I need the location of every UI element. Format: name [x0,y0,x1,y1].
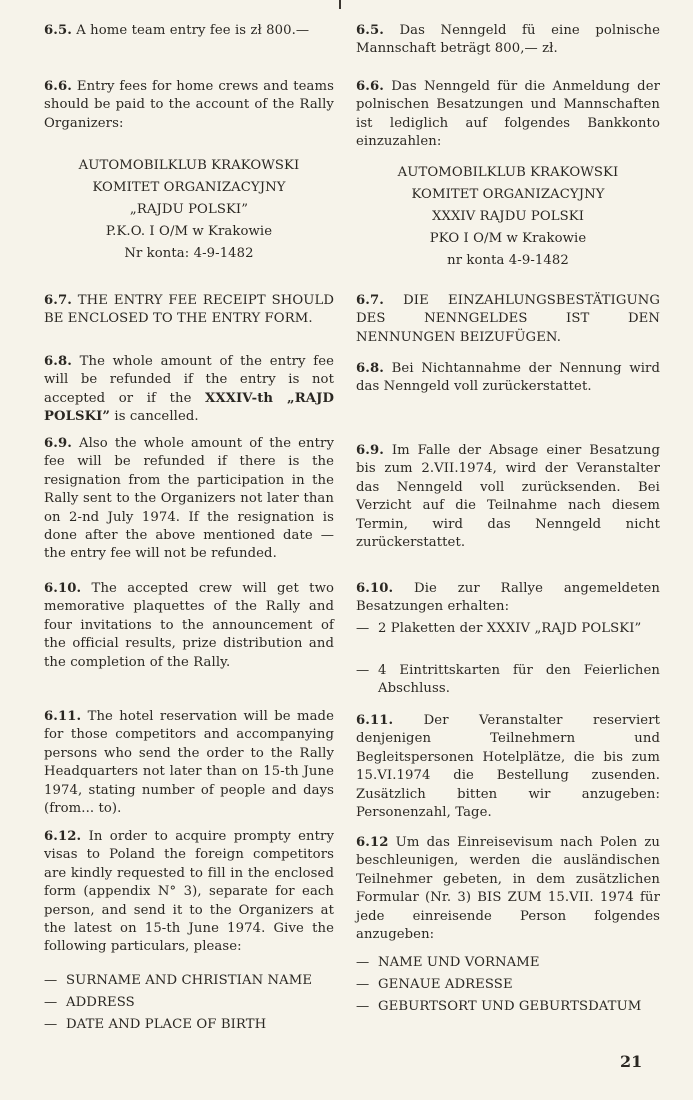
dash-bullet: — [356,955,370,970]
page-number: 21 [620,1052,643,1071]
section-text: DIE EINZAHLUNGSBESTÄTIGUNG DES NENNGELDES IST DEN NENNUNGEN BEIZUFÜGEN. [356,293,660,345]
dash-bullet: — [356,977,370,992]
section-text: THE ENTRY FEE RECEIPT SHOULD BE ENCLOSED TO THE ENTRY FORM. [44,293,334,327]
section-6-8-en [44,353,334,427]
section-6-8-de [356,360,660,397]
list-text: GENAUE ADRESSE [378,977,513,992]
section-text: In order to acquire prompty entry visas to Poland the foreign competitors are kindly requested to fill in the enclosed form (appendix N° 3), separate for each person, and send it to the Organizers at the latest on 15-th June 1974. Give the following particulars, please: [44,829,334,955]
address-line: PKO I O/M w Krakowie [429,231,587,246]
section-number: 6.11. [356,713,394,728]
section-text: Entry fees for home crews and teams should be paid to the account of the Rally Organizers: [44,79,334,131]
section-text: The whole amount of the entry fee will be refunded if the entry is not accepted or if the [44,354,334,406]
section-number: 6.8. [44,354,72,369]
section-number: 6.6. [44,79,72,94]
section-6-11-de [356,712,660,822]
section-text: Das Nenngeld für die Anmeldung der polnischen Besatzungen und Mannschaften ist lediglich auf folgendes Bankkonto einzuzahlen: [356,79,661,150]
section-number: 6.10. [44,581,82,596]
section-number: 6.7. [44,293,72,308]
section-text: Die zur Rallye angemeldeten Besatzungen erhalten: [356,581,661,615]
address-line: AUTOMOBILKLUB KRAKOWSKI [397,165,619,180]
list-item [356,998,660,1016]
list-item [356,954,660,972]
rally-name: XXXIV-th „RAJD POLSKI” [44,390,334,425]
address-line: „RAJDU POLSKI” [129,202,249,217]
list-item [44,994,334,1012]
bank-address-de [356,164,660,274]
address-line: XXXIV RAJDU POLSKI [431,209,585,224]
dash-bullet: — [356,621,370,636]
section-text: Um das Einreisevisum nach Polen zu beschleunigen, werden die ausländischen Teilnehmer gebeten, in dem zusätzlichen Formular (Nr. 3) BIS ZUM 15.VII. 1974 für jede einreisende Person folgendes anzugeben: [356,835,660,943]
dash-bullet: — [44,1017,58,1032]
section-6-12-de [356,834,660,944]
section-number: 6.8. [356,361,384,376]
section-number: 6.9. [356,443,384,458]
section-6-5-en [44,22,334,40]
section-number: 6.7. [356,293,384,308]
address-line: nr konta 4-9-1482 [447,253,569,268]
section-text: The hotel reservation will be made for those competitors and accompanying persons who send the order to the Rally Headquarters not later than on 15-th June 1974, stating number of people and days (from... to). [44,709,334,817]
section-6-6-de [356,78,660,152]
section-text: is cancelled. [110,409,199,425]
section-6-11-en [44,708,334,818]
section-6-9-de [356,442,660,552]
address-line: AUTOMOBILKLUB KRAKOWSKI [78,158,300,173]
section-number: 6.9. [44,436,72,451]
print-mark [339,0,341,9]
section-number: 6.6. [356,79,384,94]
section-text: Das Nenngeld fü eine polnische Mannschaft beträgt 800,— zł. [356,23,660,57]
section-6-7-en [44,292,334,329]
dash-bullet: — [356,663,370,678]
section-number: 6.12 [356,835,389,850]
list-item [356,620,660,638]
section-text: Der Veranstalter reserviert denjenigen Teilnehmern und Begleitspersonen Hotelplätze, die bis zum 15.VI.1974 die Bestellung zusenden. Zusätzlich bitten wir anzugeben: Personenzahl, Tage. [356,713,660,821]
section-number: 6.12. [44,829,82,844]
section-number: 6.5. [44,23,72,38]
list-text: DATE AND PLACE OF BIRTH [66,1017,267,1032]
address-line: Nr konta: 4-9-1482 [124,246,254,261]
dash-bullet: — [44,995,58,1010]
list-item [356,976,660,994]
list-item [44,972,334,990]
section-6-10-de [356,580,660,617]
section-number: 6.5. [356,23,384,38]
section-6-9-en [44,435,334,564]
section-number: 6.10. [356,581,394,596]
dash-bullet: — [356,999,370,1014]
address-line: KOMITET ORGANIZACYJNY [92,180,286,195]
list-item [356,662,660,699]
section-6-5-de [356,22,660,59]
section-text: The accepted crew will get two memorative plaquettes of the Rally and four invitations to the announcement of the official results, prize distribution and the completion of the Rally. [44,581,334,670]
section-text: Bei Nichtannahme der Nennung wird das Nenngeld voll zurückerstattet. [356,361,660,395]
section-number: 6.11. [44,709,82,724]
section-6-10-en [44,580,334,672]
section-text: A home team entry fee is zł 800.— [76,23,310,38]
list-text: ADDRESS [66,995,135,1010]
section-6-6-en [44,78,334,133]
dash-bullet: — [44,973,58,988]
section-text: Im Falle der Absage einer Besatzung bis zum 2.VII.1974, wird der Veranstalter das Nenngeld voll zurücksenden. Bei Verzicht auf die Teilnahme nach diesem Termin, wird das Nenngeld nicht zurückerstattet. [356,443,660,551]
bank-address-en [44,157,334,267]
list-text: GEBURTSORT UND GEBURTSDATUM [378,999,642,1014]
section-6-12-en [44,828,334,957]
section-6-7-de [356,292,660,347]
list-item [44,1016,334,1034]
section-text: Also the whole amount of the entry fee will be refunded if there is the resignation from the participation in the Rally sent to the Organizers not later than on 2-nd July 1974. If the resignation is done after the above mentioned date — the entry fee will not be refunded. [44,436,334,562]
address-line: KOMITET ORGANIZACYJNY [411,187,605,202]
list-text: 2 Plaketten der XXXIV „RAJD POLSKI” [378,621,642,636]
address-line: P.K.O. I O/M w Krakowie [105,224,273,239]
list-text: 4 Eintrittskarten für den Feierlichen Abschluss. [378,663,660,697]
list-text: SURNAME AND CHRISTIAN NAME [66,973,313,988]
list-text: NAME UND VORNAME [378,955,540,970]
